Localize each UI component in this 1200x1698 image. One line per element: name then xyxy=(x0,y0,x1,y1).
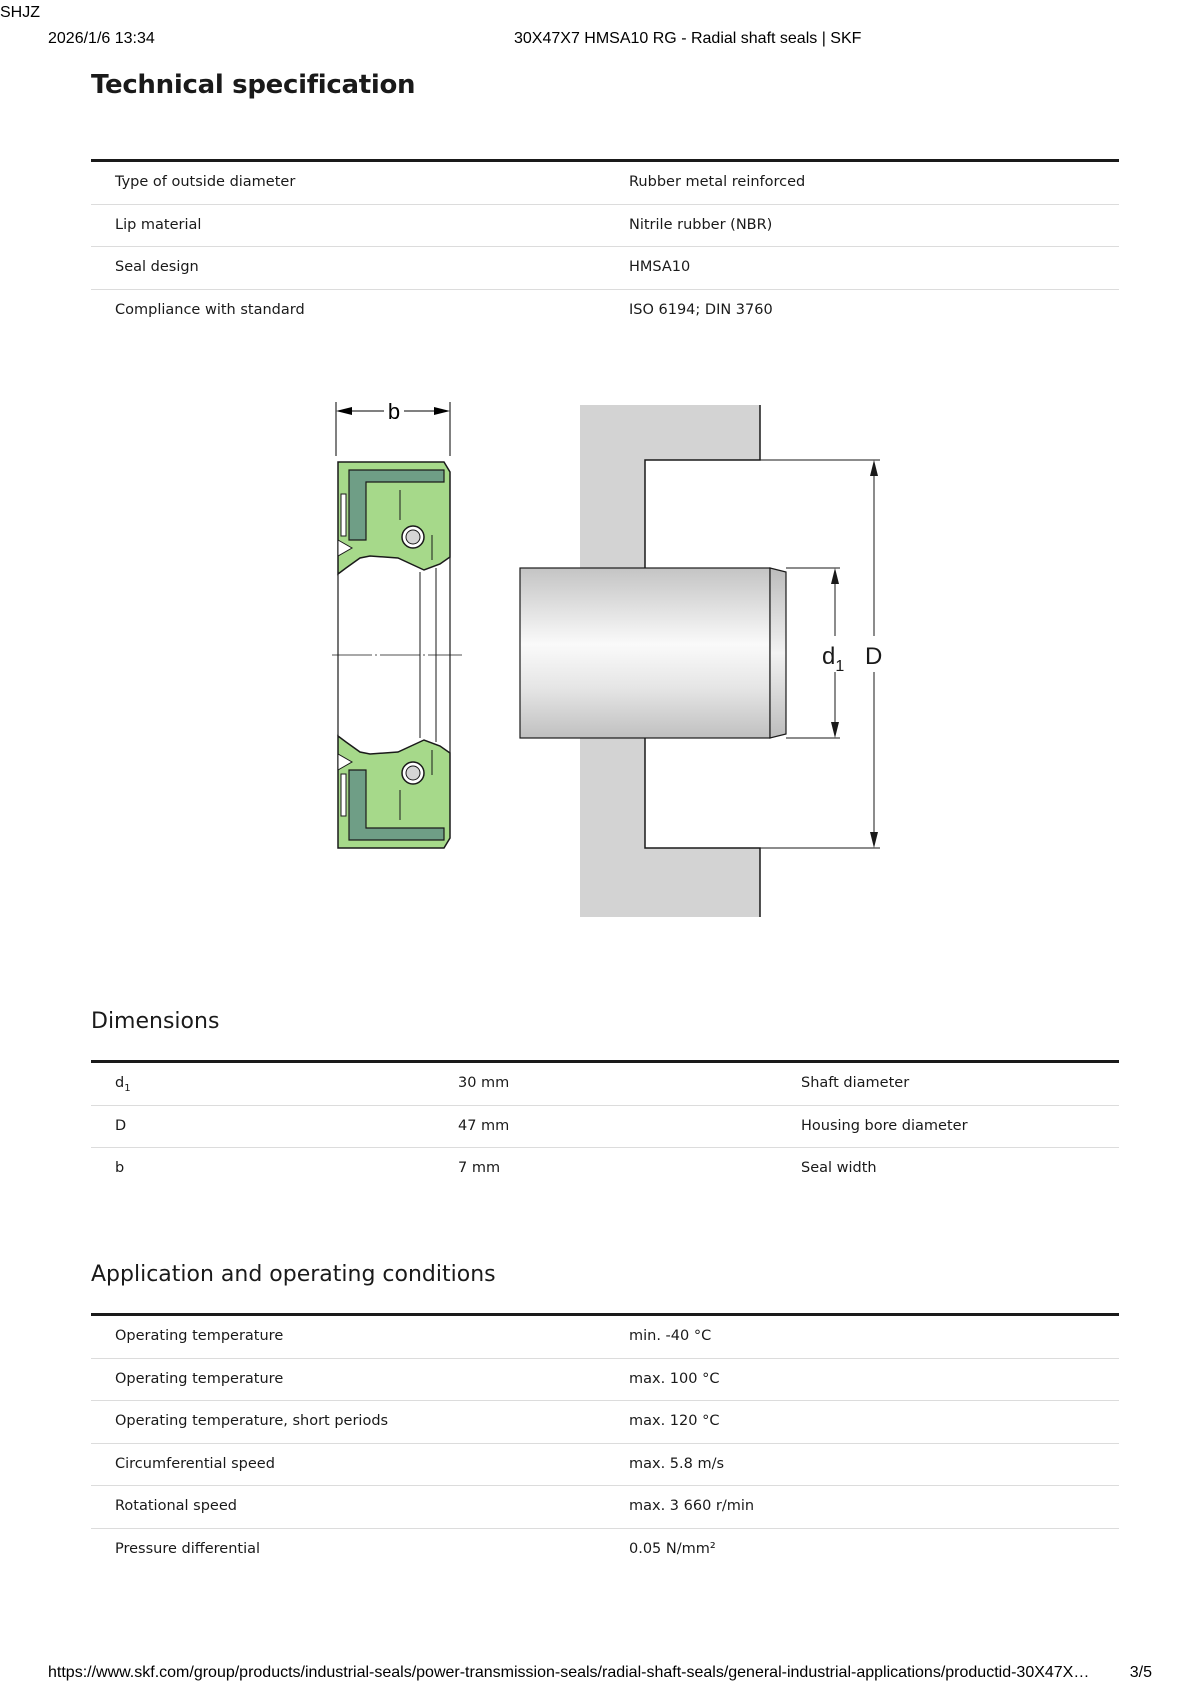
spec-label: Seal design xyxy=(115,259,199,275)
condition-label: Operating temperature, short periods xyxy=(115,1413,389,1429)
page-number: 3/5 xyxy=(1129,1664,1152,1681)
table-row xyxy=(91,290,1119,333)
dimension-description: Housing bore diameter xyxy=(801,1117,968,1134)
dimensions-title: Dimensions xyxy=(91,1009,220,1034)
table-row xyxy=(91,1529,1119,1572)
spec-value: ISO 6194; DIN 3760 xyxy=(629,301,773,318)
table-row xyxy=(91,1444,1119,1487)
condition-value: min. -40 °C xyxy=(629,1328,712,1344)
table-row xyxy=(91,1106,1119,1149)
spec-label: Compliance with standard xyxy=(115,301,305,318)
application-table xyxy=(91,1313,1119,1571)
label-d1: $d_1$ xyxy=(822,643,845,675)
dimension-value: 47 mm xyxy=(458,1117,510,1134)
dimension-description: Shaft diameter xyxy=(801,1075,910,1091)
condition-value: max. 3 660 r/min xyxy=(629,1498,755,1514)
table-row xyxy=(91,247,1119,290)
application-title: Application and operating conditions xyxy=(91,1262,496,1287)
table-row xyxy=(91,1316,1119,1359)
condition-label: Pressure differential xyxy=(115,1540,261,1557)
table-row xyxy=(91,1063,1119,1106)
seal-upper xyxy=(338,462,450,574)
table-row xyxy=(91,162,1119,205)
table-row xyxy=(91,1148,1119,1191)
dimension-description: Seal width xyxy=(801,1160,877,1176)
corner-tag: SHJZ xyxy=(0,4,40,21)
condition-value: max. 100 °C xyxy=(629,1370,720,1387)
dimensions-table xyxy=(91,1060,1119,1191)
spec-value: HMSA10 xyxy=(629,259,691,275)
label-D: D xyxy=(865,643,883,670)
condition-label: Operating temperature xyxy=(115,1370,284,1387)
print-header xyxy=(48,30,1152,52)
condition-value: 0.05 N/mm² xyxy=(629,1540,716,1557)
table-row xyxy=(91,205,1119,248)
print-url: https://www.skf.com/group/products/industrial-seals/power-transmission-seals/radial-shaft-seals/general-industrial-applications/productid-30X47X… xyxy=(48,1664,1090,1681)
condition-value: max. 120 °C xyxy=(629,1413,720,1429)
table-row xyxy=(91,1359,1119,1402)
dimension-symbol: $d_1$ xyxy=(115,1075,131,1094)
table-row xyxy=(91,1486,1119,1529)
print-page-title: 30X47X7 HMSA10 RG - Radial shaft seals | SKF xyxy=(514,30,862,47)
condition-label: Operating temperature xyxy=(115,1328,284,1344)
shaft xyxy=(520,568,786,738)
dimension-value: 7 mm xyxy=(458,1160,501,1176)
spec-value: Rubber metal reinforced xyxy=(629,174,806,190)
spec-label: Type of outside diameter xyxy=(115,174,296,190)
table-row xyxy=(91,1401,1119,1444)
condition-label: Rotational speed xyxy=(115,1498,237,1514)
seal-cross-section-diagram xyxy=(320,395,883,925)
seal-bore-lines xyxy=(332,557,462,753)
spec-label: Lip material xyxy=(115,216,202,233)
dimension-symbol: b xyxy=(115,1160,125,1176)
condition-value: max. 5.8 m/s xyxy=(629,1455,725,1472)
dimension-value: 30 mm xyxy=(458,1075,510,1091)
print-date: 2026/1/6 13:34 xyxy=(48,30,155,47)
dimension-symbol: D xyxy=(115,1117,127,1134)
print-footer xyxy=(48,1664,1152,1686)
width-dimension xyxy=(336,399,450,456)
technical-specification-title: Technical specification xyxy=(91,70,416,100)
technical-specification-table xyxy=(91,159,1119,332)
seal-lower xyxy=(338,736,450,848)
label-b: b xyxy=(387,399,401,424)
spec-value: Nitrile rubber (NBR) xyxy=(629,216,773,233)
condition-label: Circumferential speed xyxy=(115,1455,275,1472)
